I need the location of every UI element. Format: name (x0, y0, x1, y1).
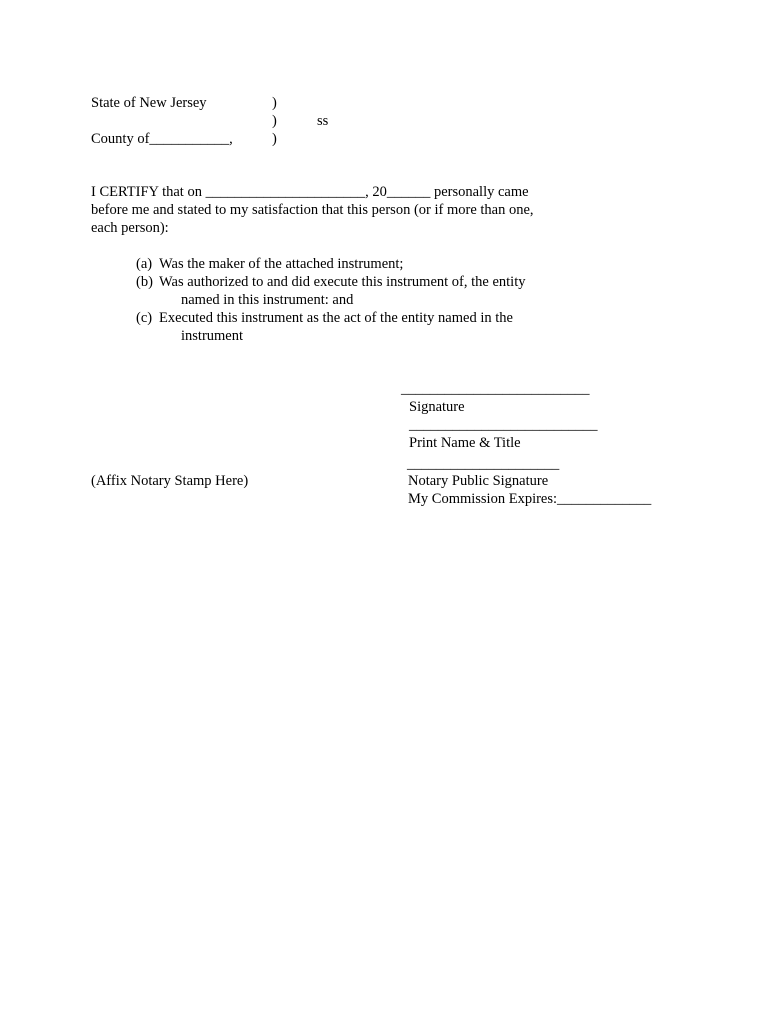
signature-label: Signature (409, 399, 465, 415)
venue-paren-1: ) (272, 95, 277, 111)
item-a-text: Was the maker of the attached instrument; (159, 256, 404, 272)
signature-line: __________________________ (401, 381, 590, 397)
commission-expires: My Commission Expires:_____________ (408, 491, 652, 507)
venue-paren-3: ) (272, 131, 277, 147)
affix-stamp-note: (Affix Notary Stamp Here) (91, 473, 249, 489)
item-b-marker: (b) (136, 274, 153, 290)
venue-paren-2: ) (272, 113, 277, 129)
item-a-marker: (a) (136, 256, 153, 272)
county-label: County of___________, (91, 131, 233, 147)
certify-line-3: each person): (91, 220, 169, 236)
item-c-text-1: Executed this instrument as the act of the entity named in the (159, 310, 513, 326)
item-c-text-2: instrument (181, 328, 244, 344)
print-name-line: __________________________ (409, 417, 598, 433)
notary-signature-label: Notary Public Signature (408, 473, 549, 489)
ss-label: ss (317, 113, 329, 129)
state-label: State of New Jersey (91, 95, 207, 111)
print-name-label: Print Name & Title (409, 435, 521, 451)
item-c-marker: (c) (136, 310, 153, 326)
item-b-text-1: Was authorized to and did execute this instrument of, the entity (159, 274, 526, 290)
certify-line-2: before me and stated to my satisfaction that this person (or if more than one, (91, 202, 534, 218)
certify-line-1: I CERTIFY that on ______________________, 20______ personally came (91, 184, 529, 200)
notary-signature-line: _____________________ (407, 456, 560, 472)
item-b-text-2: named in this instrument: and (181, 292, 354, 308)
